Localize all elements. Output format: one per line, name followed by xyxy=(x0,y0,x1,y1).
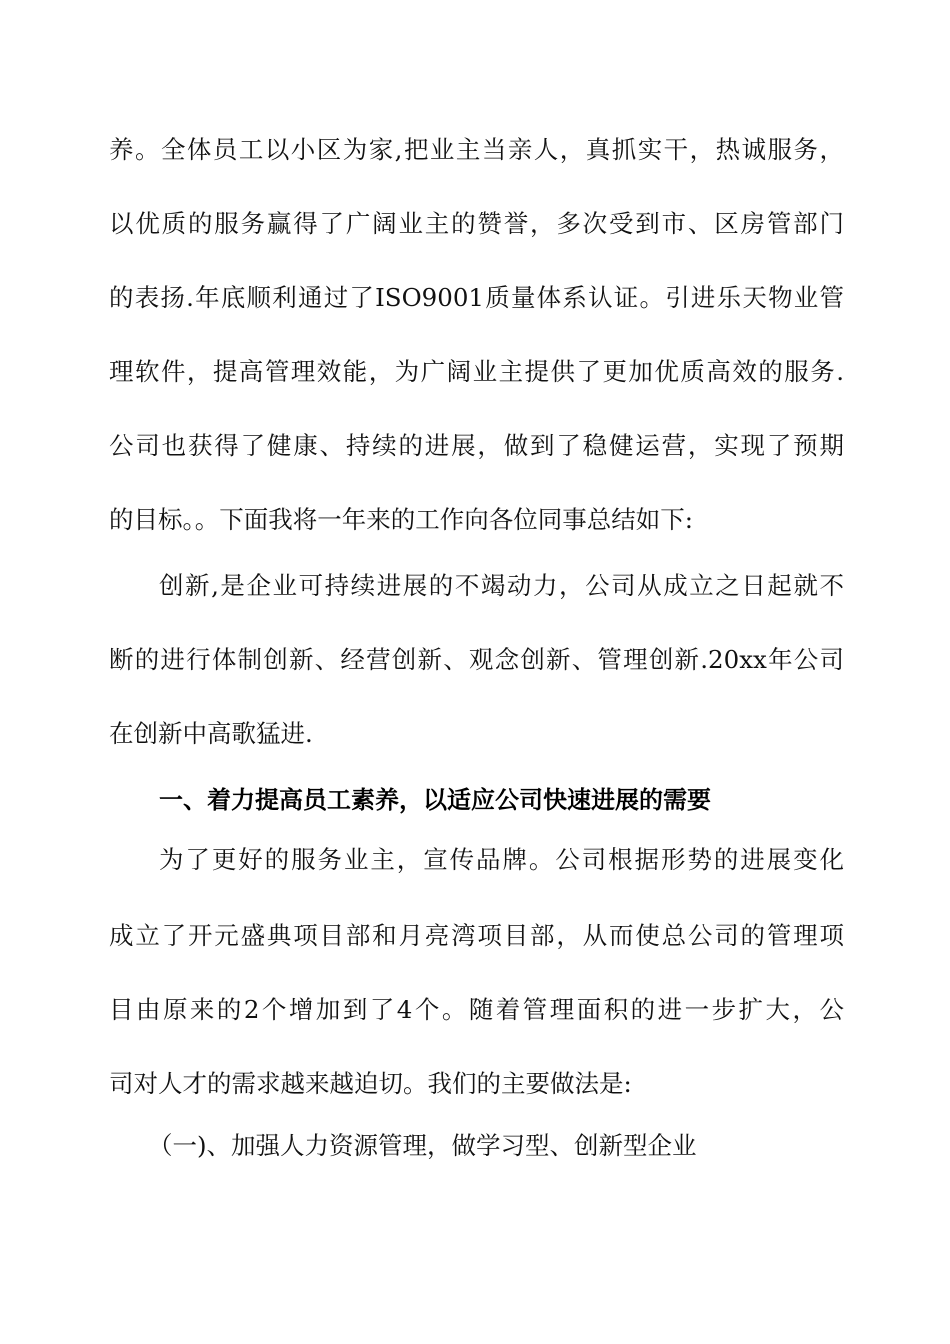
subsection-heading: （一)、加强人力资源管理，做学习型、创新型企业 xyxy=(148,1131,697,1160)
paragraph-line: 为了更好的服务业主，宣传品牌。公司根据形势的进展变化 xyxy=(159,845,844,874)
paragraph-line: 养。全体员工以小区为家,把业主当亲人，真抓实干，热诚服务， xyxy=(109,135,844,164)
paragraph-line: 成立了开元盛典项目部和月亮湾项目部，从而使总公司的管理项 xyxy=(109,921,844,950)
paragraph-line: 目由原来的2个增加到了4个。随着管理面积的进一步扩大，公 xyxy=(109,995,844,1024)
paragraph-line: 公司也获得了健康、持续的进展，做到了稳健运营，实现了预期 xyxy=(109,431,844,460)
paragraph-line: 在创新中高歌猛进. xyxy=(109,719,313,748)
paragraph-line: 理软件，提高管理效能，为广阔业主提供了更加优质高效的服务. xyxy=(109,357,844,386)
paragraph-line: 的目标。。下面我将一年来的工作向各位同事总结如下: xyxy=(109,505,694,534)
section-heading: 一、着力提高员工素养，以适应公司快速进展的需要 xyxy=(159,786,711,814)
paragraph-line: 创新,是企业可持续进展的不竭动力，公司从成立之日起就不 xyxy=(159,571,844,600)
paragraph-line: 以优质的服务赢得了广阔业主的赞誉，多次受到市、区房管部门 xyxy=(109,209,844,238)
paragraph-line: 的表扬.年底顺利通过了ISO9001质量体系认证。引进乐天物业管 xyxy=(109,283,844,312)
paragraph-line: 司对人才的需求越来越迫切。我们的主要做法是: xyxy=(109,1069,632,1098)
paragraph-line: 断的进行体制创新、经营创新、观念创新、管理创新.20xx年公司 xyxy=(109,645,844,674)
